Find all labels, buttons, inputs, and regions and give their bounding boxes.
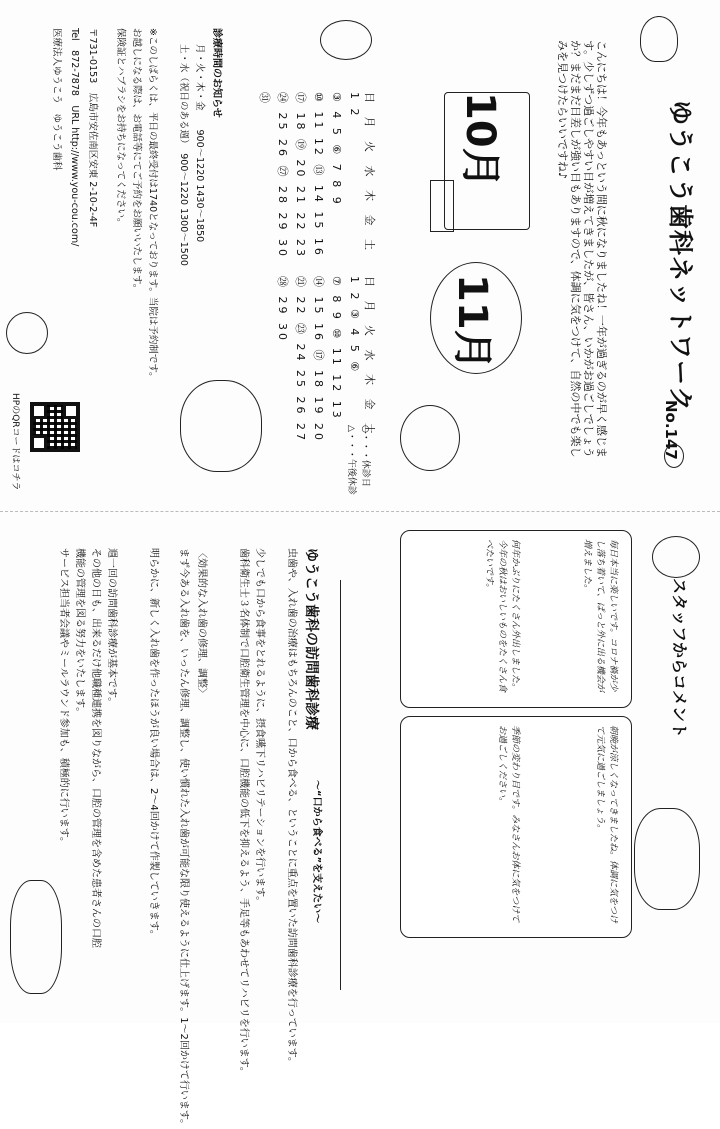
november-label: 11月 [449, 274, 495, 370]
visit-paragraph-2: 少しでも口から食事をとれるように、摂食嚥下リハビリテーションを行います。 [254, 548, 265, 907]
fold-line [0, 511, 720, 512]
visit-paragraph-7: 週一回の訪問歯科診療が基本です。 [106, 548, 117, 708]
staff-comment-2: 何年かぶりにたくさん外出しました。今年の秋はおいしいものをたくさん食べたいです。 [484, 539, 520, 693]
hours-note-2: お越しになる際は、お電話等にてご予約をお願いいたします。 [131, 28, 142, 294]
october-label: 10月 [457, 92, 503, 188]
november-row-3: ⑭ 15 16 ⑰ 18 19 20 [312, 276, 325, 443]
visit-paragraph-1: 虫歯や、入れ歯の治療はもちろんのこと、口から食べる、ということに重点を置いた訪問歯科診療を行っています。 [286, 548, 297, 1067]
november-row-5: ㉘ 29 30 [276, 276, 289, 343]
qr-caption: HPのQRコードはコチラ [10, 393, 20, 491]
staff-comment-box-right [400, 716, 632, 938]
october-row-2: ③ 4 5 ⑥ 7 8 9 [330, 92, 343, 207]
visit-paragraph-10: サービス担当者会議やミールラウンド参加も、積極的に行います。 [58, 548, 69, 847]
visit-paragraph-5: まず今ある入れ歯を、いったん修理、調整し、使い慣れた入れ歯が可能な限り使えるように仕上げます。1〜2回かけて行います。 [178, 548, 189, 1129]
november-row-4: ㉑ 22 ㉓ 24 25 26 27 [294, 276, 307, 443]
staff-comment-3: 朝晩が涼しくなってきましたね。体調に気をつけて元気に過ごしましょう。 [595, 725, 618, 924]
october-row-1: 1 2 [348, 92, 361, 119]
visit-paragraph-9: 機能の管理を図る努力をいたします。 [74, 548, 85, 718]
november-row-2: ⑦ 8 9 ⑩ 11 12 13 [330, 276, 343, 421]
october-row-4: ⑰ 18 ⑲ 20 21 22 23 [294, 92, 307, 259]
intro-text: こんにちは！今年もあっという間に秋になりましたね！一年が過ぎるのが早く感じます。少しずつ過ごしやすい日が増えてきましたが、皆さん、いかがお過ごしでしょうか？まだまだ日差しが強い日もありますので、体調に気をつけて、自然の中でも楽しみを見つけたらいいですね♪ [556, 40, 608, 458]
clinic-address: 〒731-0153 広島市安佐南区安東 2-10-2-4F [87, 28, 98, 228]
staff-comment-title: スタッフからコメント [670, 578, 689, 739]
november-row-1: 1 2 ③ 4 5 ⑥ [348, 276, 361, 375]
october-row-3: ⑩ 11 12 ⑬ 14 15 16 [312, 92, 325, 258]
staff-comment-4: 季節の変わり目です。みなさんお体に気をつけてお過ごしください。 [497, 725, 520, 923]
staff-comment-1: 毎日本当に楽しいです。コロナ禍が少し落ち着いて、ぱっと外に出る機会が増えました。 [582, 539, 618, 692]
visit-paragraph-6: 明らかに、新しく入れ歯を作ったほうが良い場合は、2〜4回かけて作製していきます。 [148, 548, 159, 940]
october-weekday-header: 日 月 火 水 木 金 土 [363, 92, 376, 255]
visit-paragraph-3: 歯科衛生士３名体制で口腔衛生管理を中心に、口腔機能の低下を抑えるよう、手足等もあわせてリハビリを行います。 [238, 548, 249, 1077]
october-row-6: ㉛ [258, 92, 271, 106]
apple-character-icon [6, 312, 48, 354]
clinic-contact: Tel 872-7878 URL http://www.you-cou.com/ [69, 28, 80, 247]
hours-title: 診療時間のお知らせ [211, 28, 222, 118]
chestnut-character-icon [400, 405, 460, 471]
legend-closed: ○・・・休診日 [360, 425, 370, 487]
hours-note-1: ※このしばらくは、平日の最終受付は1740となっております。当院は予約制です。 [147, 28, 158, 382]
witch-characters-icon [180, 380, 262, 472]
october-row-5: ㉔ 25 26 ㉗ 28 29 30 [276, 92, 289, 259]
november-weekday-header: 日 月 火 水 木 金 土 [363, 276, 376, 439]
hours-note-3: 保険証とハブラシをお持ちになってください。 [115, 28, 126, 228]
issue-number: No.147 [662, 400, 680, 460]
leaf-face-icon [652, 536, 700, 578]
newsletter-title: ゆうこう歯科ネットワーク [666, 100, 695, 413]
visit-paragraph-4: 〈効果的な入れ歯の修理、調整〉 [196, 548, 207, 698]
visit-subtitle: 〜“口から食べる”を支えたい〜 [311, 780, 322, 924]
clinic-name: 医療法人ゆうこう ゆうこう歯科 [51, 28, 62, 171]
hours-saturday: 土・水（祝日のある週） 900〜1220 1300〜1500 [178, 44, 189, 266]
persimmon-icon [320, 20, 372, 60]
visit-title: ゆうこう歯科の訪問歯科診療 [303, 548, 319, 730]
grape-vine-divider [340, 580, 375, 990]
legend-afternoon-closed: △・・・午後休診 [346, 425, 356, 495]
acorn-icon [664, 444, 684, 468]
chestnut-faces-icon [634, 808, 700, 910]
hours-weekday: 月・火・木・金 900〜1220 1430〜1850 [194, 44, 205, 243]
kids-illustration-icon [10, 880, 62, 994]
visit-paragraph-8: その他の日も、出来るだけ他職種連携を図りながら、口腔の管理を含めた患者さんの口腔 [90, 548, 101, 948]
qr-code[interactable] [30, 402, 80, 452]
chestnut-icon [640, 16, 678, 62]
staff-comment-box-left [400, 530, 632, 708]
tag-icon [430, 180, 454, 232]
